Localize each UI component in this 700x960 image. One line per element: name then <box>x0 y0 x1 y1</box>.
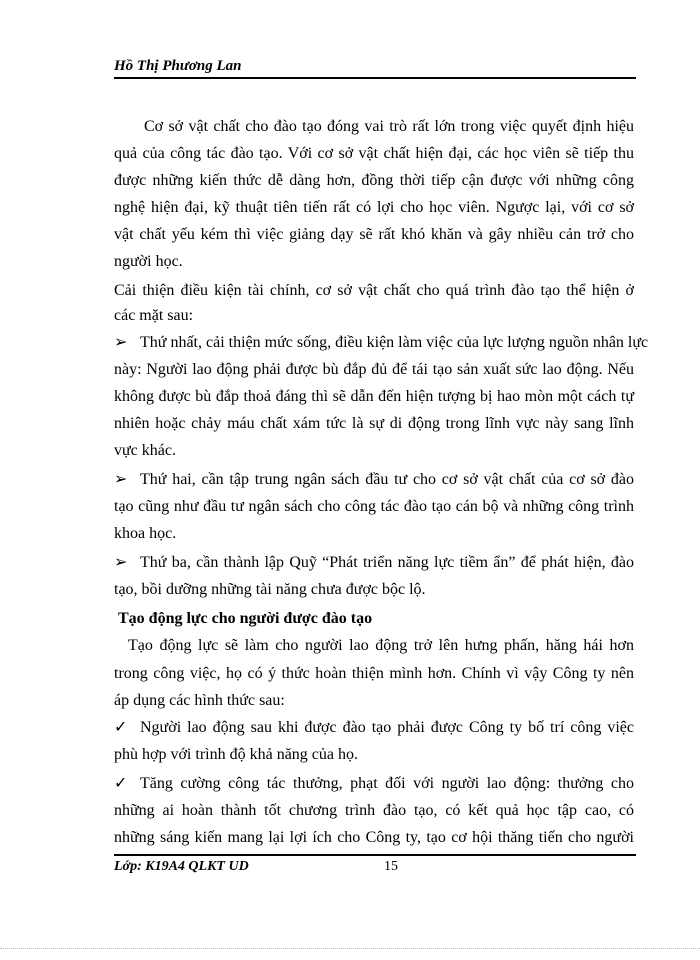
text-line: Tăng cường công tác thưởng, phạt đối với người lao động: thưởng cho <box>140 775 634 792</box>
text-line: Thứ ba, cần thành lập Quỹ “Phát triển năng lực tiềm ẩn” để phát hiện, đào <box>140 554 634 571</box>
arrow-bullet-icon: ➢ <box>114 554 128 571</box>
text-line: các mặt sau: <box>114 307 194 324</box>
bullet-line <box>114 333 649 353</box>
text-line: phù hợp với trình độ khả năng của họ. <box>114 746 358 763</box>
text-line: những ai hoàn thành tốt chương trình đào tạo, có kết quả học tập cao, có <box>114 802 634 819</box>
text-line: nhiên hoặc chảy máu chất xám tức là sự di động trong lĩnh vực này sang lĩnh <box>114 415 634 432</box>
text-line: khoa học. <box>114 525 177 542</box>
bullet-line <box>114 718 634 738</box>
header-rule <box>114 77 636 79</box>
text-line: những sáng kiến mang lại lợi ích cho Công ty, tạo cơ hội thăng tiến cho người <box>114 829 634 846</box>
text-line: tạo cũng như đầu tư ngân sách cho công tác đào tạo cán bộ và những công trình <box>114 498 634 515</box>
text-line: tạo, bồi dưỡng những tài năng chưa được bộc lộ. <box>114 581 426 598</box>
arrow-bullet-icon: ➢ <box>114 334 128 351</box>
text-line: được những kiến thức dễ dàng hơn, đồng thời tiếp cận được với những công <box>114 172 634 189</box>
page-edge-divider <box>0 948 700 949</box>
check-bullet-icon: ✓ <box>114 775 128 792</box>
text-line: Người lao động sau khi được đào tạo phải được Công ty bố trí công việc <box>140 719 634 736</box>
text-line: này: Người lao động phải được bù đắp đủ để tái tạo sản xuất sức lao động. Nếu <box>114 361 634 378</box>
text-line: vực khác. <box>114 442 176 459</box>
footer-class-label: Lớp: K19A4 QLKT UD <box>114 859 249 874</box>
header-author: Hồ Thị Phương Lan <box>114 58 242 74</box>
arrow-bullet-icon: ➢ <box>114 471 128 488</box>
bullet-line <box>114 553 634 573</box>
text-line: Cơ sở vật chất cho đào tạo đóng vai trò rất lớn trong việc quyết định hiệu <box>144 118 634 135</box>
text-line: không được bù đắp thoả đáng thì sẽ dẫn đến hiện tượng bị hao mòn một cách tự <box>114 388 634 405</box>
text-line: Thứ hai, cần tập trung ngân sách đầu tư cho cơ sở vật chất của cơ sở đào <box>140 471 634 488</box>
check-bullet-icon: ✓ <box>114 719 128 736</box>
bullet-line <box>114 470 634 490</box>
text-line: quả của công tác đào tạo. Với cơ sở vật chất hiện đại, các học viên sẽ tiếp thu <box>114 145 634 162</box>
text-line: nghệ hiện đại, kỹ thuật tiên tiến rất có lợi cho học viên. Ngược lại, với cơ sở <box>114 199 634 216</box>
footer-rule <box>114 854 636 856</box>
text-line: người học. <box>114 253 183 270</box>
page-number: 15 <box>384 859 398 874</box>
text-line: áp dụng các hình thức sau: <box>114 692 285 709</box>
text-line: Cải thiện điều kiện tài chính, cơ sở vật chất cho quá trình đào tạo thể hiện ở <box>114 282 634 299</box>
section-heading: Tạo động lực cho người được đào tạo <box>118 610 373 627</box>
text-line: trong công việc, họ có ý thức hoàn thiện mình hơn. Chính vì vậy Công ty nên <box>114 665 634 682</box>
text-line: Thứ nhất, cải thiện mức sống, điều kiện làm việc của lực lượng nguồn nhân lực <box>140 334 649 351</box>
text-line: Tạo động lực sẽ làm cho người lao động trở lên hưng phấn, hăng hái hơn <box>128 637 634 654</box>
bullet-line <box>114 774 634 794</box>
text-line: vật chất yếu kém thì việc giảng dạy sẽ rất khó khăn và gây nhiều cản trở cho <box>114 226 634 243</box>
